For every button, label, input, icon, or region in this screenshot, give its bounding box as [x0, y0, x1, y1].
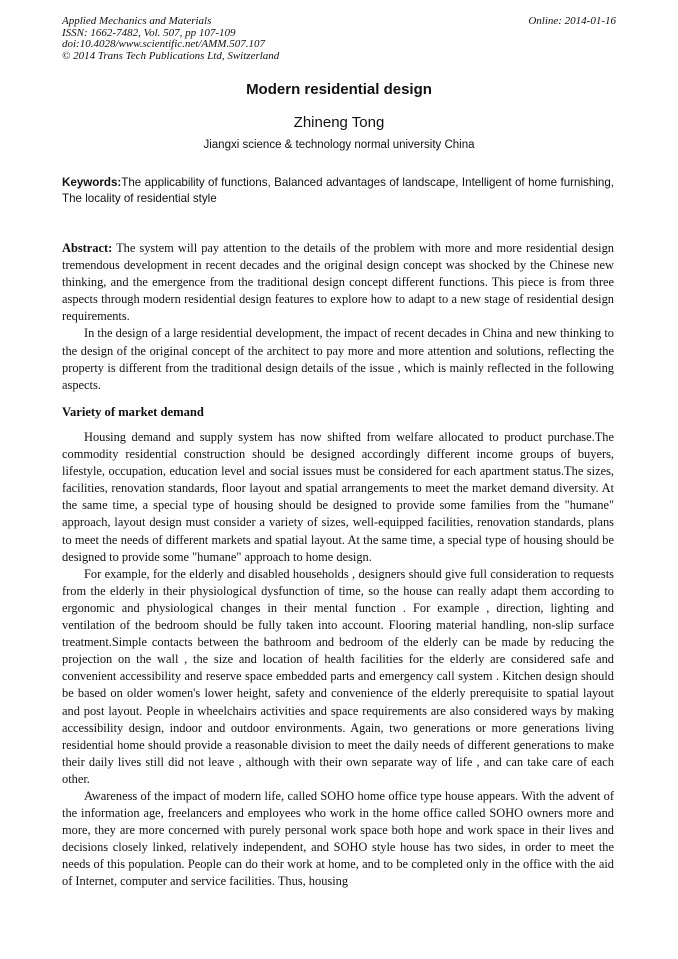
issn-line: ISSN: 1662-7482, Vol. 507, pp 107-109	[62, 26, 236, 39]
online-date: Online: 2014-01-16	[528, 15, 616, 27]
keywords-label: Keywords:	[62, 176, 122, 189]
section-body	[62, 429, 614, 891]
author-affiliation: Jiangxi science & technology normal university China	[203, 139, 475, 151]
journal-header	[62, 16, 616, 62]
author-name: Zhineng Tong	[293, 114, 385, 131]
abstract-text-1: The system will pay attention to the details of the problem with more and more residential design tremendous development in recent decades and the original design concept was shocked by the Chinese new thinking, and the emergence from the traditional design concept different functions. This piece is from three aspects through modern residential design features to explore how to adapt to a new stage of residential design requirements.	[62, 241, 614, 324]
section-paragraph-3: Awareness of the impact of modern life, called SOHO home office type house appears. With the advent of the information age, freelancers and employees who work in the home office called SOHO owners more and more, they are more concerned with purely personal work space both hope and work space in their lives and decisions closely linked, relatively independent, and SOHO style house has two sides, in order to meet the needs of this population. People can do their work at home, and to be completed only in the office with the aid of Internet, computer and service facilities. Thus, housing	[62, 788, 614, 889]
abstract-paragraph-2: In the design of a large residential development, the impact of recent decades in China and new thinking to the design of the original concept of the architect to pay more and more attention and solutions, reflecting the property is different from the traditional design details of the issue , which is mainly reflected in the following aspects.	[62, 326, 614, 392]
copyright-line: © 2014 Trans Tech Publications Ltd, Switzerland	[62, 49, 280, 62]
section-paragraph-2: For example, for the elderly and disabled households , designers should give full consideration to requests from the elderly in their physiological dysfunction of time, so the house can really adapt them according to ergonomic and physiological changes in their mental function . For example , direction, lighting and ventilation of the bedroom should be fully taken into account. Flooring material handling, non-slip surface treatment.Simple contacts between the bathroom and bedroom of the elderly can be made by reducing the projection on the wall , the size and location of health facilities for the elderly are considered safe and convenient accessibility and reserve space embedded parts and emergency call system . Kitchen design should be based on older women's lower height, safety and convenience of the elderly prerequisite to spatial layout and post layout. People in wheelchairs activities and space requirements are also considered ways by making accessibility design, indoor and outdoor environments. Again, two generations or more generations living residential home should provide a reasonable division to meet the daily needs of different generations to make their daily lives still did not leave , although with their own separate way of life , and can take care of each other.	[62, 566, 614, 786]
journal-name: Applied Mechanics and Materials	[62, 15, 212, 27]
section-paragraph-1: Housing demand and supply system has now shifted from welfare allocated to product purchase.The commodity residential construction should be designed accordingly different income groups of buyers, lifestyle, occupation, education level and social issues must be considered for each apartment status.The sizes, facilities, renovation standards, floor layout and spatial arrangements to meet the market demand diversity. At the same time, a special type of housing should be designed to provide some families from the "humane" approach, layout design must consider a variety of sizes, well-equipped facilities, renovation standards, plans to meet the needs of different markets and spatial layout. At the same time, a special type of housing should be designed to provide some "humane" approach to home design.	[62, 430, 614, 564]
doi-line: doi:10.4028/www.scientific.net/AMM.507.107	[62, 38, 265, 50]
keywords-text: The applicability of functions, Balanced advantages of landscape, Intelligent of home furnishing, The locality of residential style	[62, 176, 614, 205]
abstract-paragraph-1	[62, 240, 614, 325]
abstract-block	[62, 240, 614, 394]
section-heading: Variety of market demand	[62, 405, 204, 419]
abstract-label: Abstract:	[62, 241, 113, 255]
keywords-block	[62, 175, 614, 207]
paper-title: Modern residential design	[246, 81, 432, 98]
